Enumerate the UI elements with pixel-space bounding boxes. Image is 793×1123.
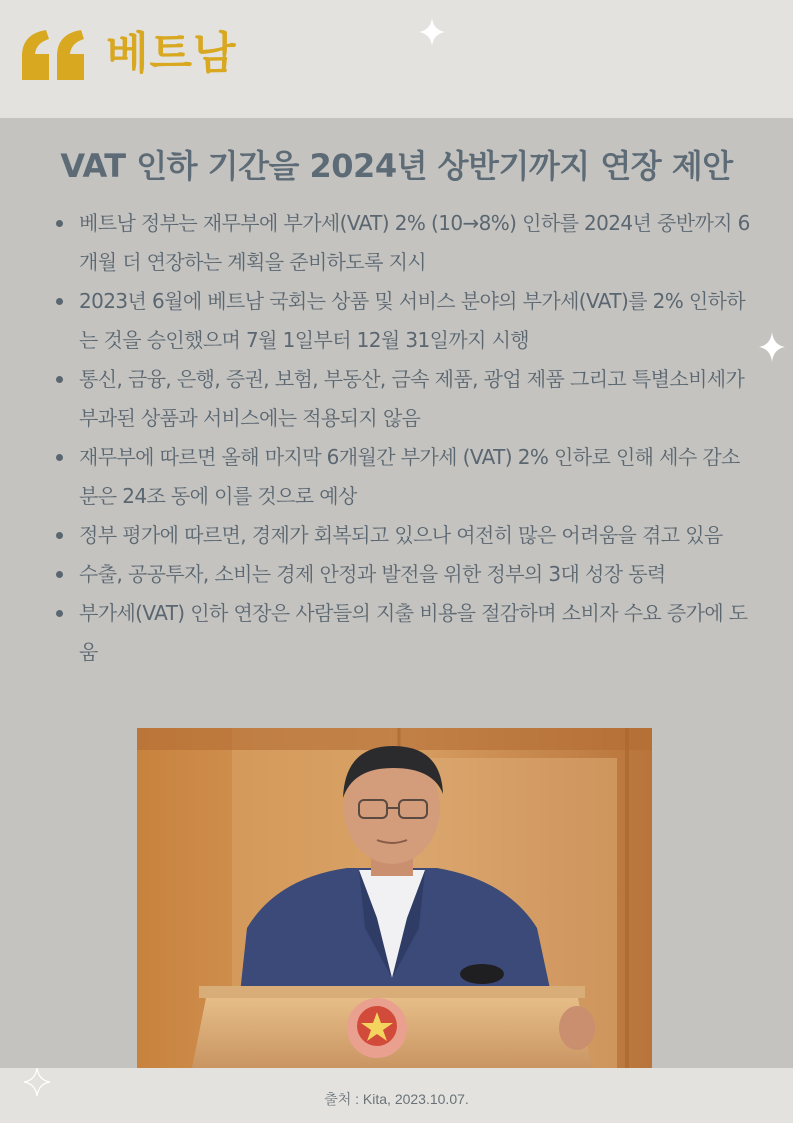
- source-caption: 출처 : Kita, 2023.10.07.: [324, 1091, 469, 1107]
- list-item: 2023년 6월에 베트남 국회는 상품 및 서비스 분야의 부가세(VAT)를 2% 인하하는 것을 승인했으며 7월 1일부터 12월 31일까지 시행: [54, 282, 754, 360]
- list-item: 부가세(VAT) 인하 연장은 사람들의 지출 비용을 절감하며 소비자 수요 증가에 도움: [54, 594, 754, 672]
- list-item: 통신, 금융, 은행, 증권, 보험, 부동산, 금속 제품, 광업 제품 그리고 특별소비세가 부과된 상품과 서비스에는 적용되지 않음: [54, 360, 754, 438]
- speaker-at-podium-photo: [137, 728, 652, 1068]
- list-item: 베트남 정부는 재무부에 부가세(VAT) 2% (10→8%) 인하를 2024년 중반까지 6개월 더 연장하는 계획을 준비하도록 지시: [54, 204, 754, 282]
- list-item: 수출, 공공투자, 소비는 경제 안정과 발전을 위한 정부의 3대 성장 동력: [54, 555, 754, 594]
- bullet-list: [54, 204, 754, 672]
- page-title: VAT 인하 기간을 2024년 상반기까지 연장 제안: [60, 147, 733, 185]
- speaker-photo: [137, 728, 652, 1068]
- sparkle-icon: [759, 332, 785, 362]
- quote-mark-icon: [20, 30, 86, 80]
- list-item: 정부 평가에 따르면, 경제가 회복되고 있으나 여전히 많은 어려움을 겪고 있음: [54, 516, 754, 555]
- list-item: 재무부에 따르면 올해 마지막 6개월간 부가세 (VAT) 2% 인하로 인해 세수 감소분은 24조 동에 이를 것으로 예상: [54, 438, 754, 516]
- header-title: 베트남: [106, 28, 237, 79]
- header-band: [0, 0, 793, 118]
- sparkle-icon: [419, 18, 445, 46]
